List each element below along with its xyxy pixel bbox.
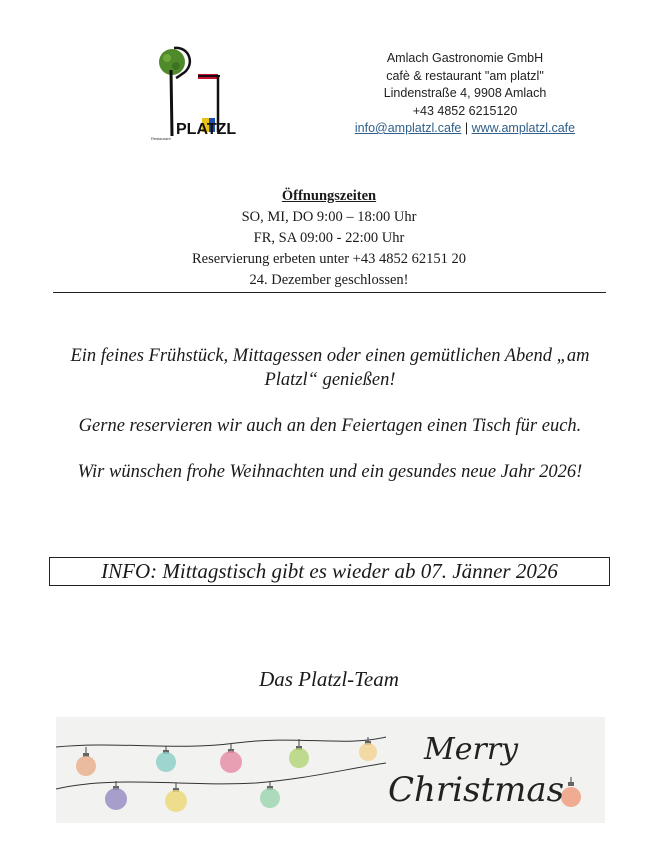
body-paragraph-2: Gerne reservieren wir auch an den Feiertagen einen Tisch für euch. — [78, 416, 582, 436]
ornament — [260, 782, 280, 808]
hours-title: Öffnungszeiten — [281, 188, 377, 204]
christmas-banner — [56, 717, 605, 823]
ornament — [220, 743, 242, 773]
email-link[interactable]: info@amplatzl.cafe — [354, 121, 462, 135]
divider-line — [53, 292, 606, 293]
ornament — [289, 739, 309, 768]
christmas-text: Christmas — [388, 770, 565, 810]
website-link[interactable]: www.amplatzl.cafe — [471, 121, 576, 135]
string-lights-wire-2 — [56, 763, 386, 789]
ornament — [76, 747, 96, 776]
opening-hours — [0, 186, 658, 291]
company-phone: +43 4852 6215120 — [412, 103, 518, 118]
ornament — [105, 781, 127, 810]
signature: Das Platzl-Team — [259, 667, 399, 691]
link-separator: | — [464, 121, 469, 135]
hours-line-3: Reservierung erbeten unter +43 4852 62151 20 — [192, 251, 466, 267]
hours-line-1: SO, MI, DO 9:00 – 18:00 Uhr — [241, 209, 417, 225]
logo-subtext: Restaurant — [151, 136, 171, 141]
body-paragraph-3: Wir wünschen frohe Weihnachten und ein gesundes neue Jahr 2026! — [77, 462, 583, 482]
merry-text: Merry — [424, 732, 519, 767]
body-text — [60, 344, 600, 506]
ornament — [156, 746, 176, 772]
string-lights-wire-1 — [56, 737, 386, 747]
body-paragraph-1: Ein feines Frühstück, Mittagessen oder einen gemütlichen Abend „am Platzl“ genießen! — [70, 346, 590, 390]
hours-line-2: FR, SA 09:00 - 22:00 Uhr — [253, 230, 405, 246]
christmas-banner-art — [56, 717, 605, 823]
company-tagline: cafè & restaurant "am platzl" — [386, 68, 544, 83]
hours-line-4: 24. Dezember geschlossen! — [249, 272, 409, 288]
company-info — [330, 50, 600, 138]
company-links — [330, 120, 600, 138]
logo-text: PLATZL — [176, 121, 237, 138]
ornament — [165, 783, 187, 812]
company-name: Amlach Gastronomie GmbH — [386, 51, 544, 65]
company-address: Lindenstraße 4, 9908 Amlach — [383, 86, 547, 100]
platzl-logo — [150, 40, 237, 141]
info-box: INFO: Mittagstisch gibt es wieder ab 07. Jänner 2026 — [49, 557, 610, 586]
